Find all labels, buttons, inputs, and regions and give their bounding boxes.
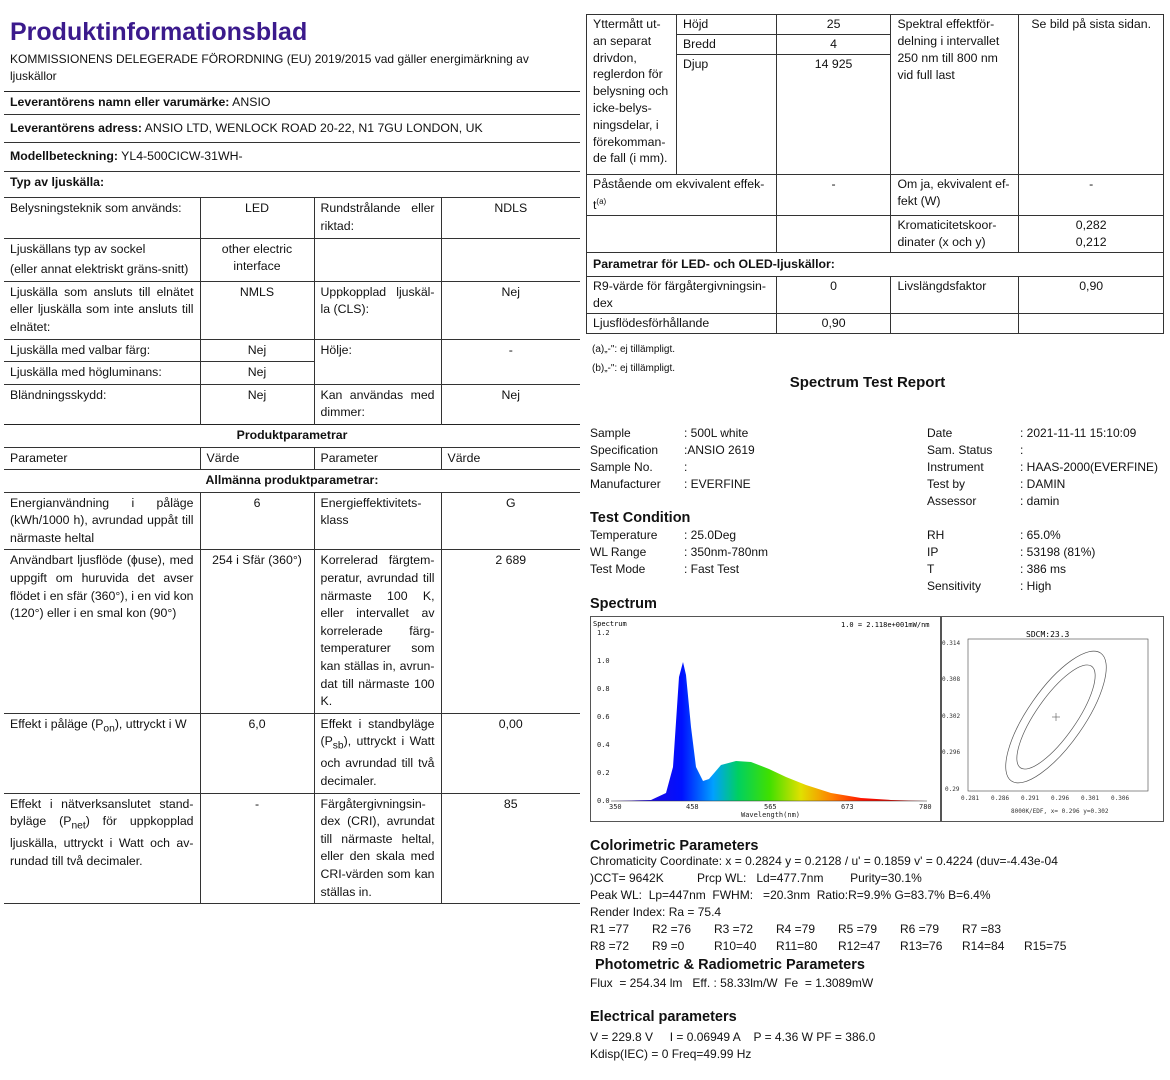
spectrum-heading: Spectrum [590,596,657,612]
energy-class-label: Energieffektivitets-klass [314,492,441,550]
energy-use-label: Energianvändning i påläge (kWh/1000 h), avrundad uppåt till närmaste heltal [4,492,200,550]
spec-label: Spectrum [593,620,627,628]
socket-value: other electric interface [200,238,314,281]
cct-line: )CCT= 9642K Prcp WL: Ld=477.7nm Purity=30.1% [590,871,922,885]
test-by-label: Test by [927,477,966,491]
x-axis-label: Wavelength(nm) [741,811,801,819]
flux-maintenance-label: Ljusflödesförhållande [587,314,777,334]
cie-y-0.296: 0.296 [942,749,961,756]
photometric-heading: Photometric & Radiometric Parameters [595,957,865,973]
sample-label: Sample [590,426,631,440]
sample-no-label: Sample No. [590,460,653,474]
survival-factor-label: Livslängdsfaktor [891,277,1019,314]
sensitivity-value: : High [1020,579,1052,593]
depth-value: 14 925 [776,55,891,175]
lighting-tech-value: LED [200,198,314,238]
sample-value: : 500L white [684,426,749,440]
directional-value: NDLS [441,198,580,238]
anti-glare-value: Nej [200,384,314,424]
product-params-heading: Produktparametrar [4,424,580,447]
dimensions-label: Yttermått ut-an separat drivdon, reglerdon för belysning och icke-belys-ningsdelar, i förekomman-de fall (i mm). [587,15,677,175]
ip-label: IP [927,545,939,559]
depth-label: Djup [676,55,776,175]
footnotes [586,340,1164,378]
supplier-address-label: Leverantörens adress: [10,120,142,135]
r14: R14=84 [962,939,1005,953]
x-tick-350: 350 [609,803,622,811]
instrument-value: : HAAS-2000(EVERFINE) [1020,460,1159,474]
spectral-label: Spektral effektför-delning i intervallet 250 nm till 800 nm vid full last [891,15,1019,175]
mains-value: NMLS [200,281,314,339]
mains-label: Ljuskälla som ansluts till elnätet eller ljuskälla som inte ansluts till elnätet: [4,281,200,339]
r3: R3 =72 [714,922,754,936]
r4: R4 =79 [776,922,816,936]
equivalent-watt-value: - [1019,175,1164,216]
standby-power-value: 0,00 [441,713,580,793]
r15: R15=75 [1024,939,1067,953]
sample-info-values [684,425,755,493]
sheet-title: Produktinformationsblad [10,18,308,46]
equivalent-watt-label: Om ja, ekvivalent ef-fekt (W) [891,175,1019,216]
standby-power-label: Effekt i standbyläge $(P_{sb})$, uttryckt i Watt och avrundad till två decimaler. [314,713,441,793]
sensitivity-label: Sensitivity [927,579,982,593]
colorimetric-heading: Colorimetric Parameters [590,838,759,854]
lamp-type-label: Typ av ljuskälla: [4,171,580,198]
r12: R12=47 [838,939,881,953]
cie-y-0.302: 0.302 [942,713,961,720]
equivalent-power-label: Påstående om ekvivalent effek-$t^{(a)}$ [587,175,777,216]
spec-value: :ANSIO 2619 [684,443,755,457]
spectrum-chart [590,616,942,822]
dimmable-value: Nej [441,384,580,424]
color-selectable-value: Nej [200,339,314,362]
rh-label: RH [927,528,945,542]
cie-y-0.29: 0.29 [945,786,960,793]
report-title: Spectrum Test Report [789,374,946,391]
ip-value: : 53198 (81%) [1020,545,1096,559]
cls-value: Nej [441,281,580,339]
socket-label: Ljuskällans typ av sockel [10,241,146,256]
temperature-value: : 25.0Deg [684,528,737,542]
on-mode-power-label: Effekt i påläge $(P_{on})$, uttryckt i W [4,713,200,793]
test-mode-value: : Fast Test [684,562,740,576]
assessor-label: Assessor [927,494,977,508]
date-label: Date [927,426,953,440]
product-info-sheet [4,14,580,904]
y-tick-0.2: 0.2 [597,769,610,777]
energy-use-value: 6 [200,492,314,550]
lighting-tech-label: Belysningsteknik som används: [4,198,200,238]
cie-x-0.301: 0.301 [1081,795,1100,802]
col-header-value: Värde [200,447,314,470]
led-params-heading: Parametrar för LED- och OLED-ljuskällor: [587,253,1164,277]
dimmable-label: Kan användas med dimmer: [314,384,441,424]
on-mode-power-value: 6,0 [200,713,314,793]
sam-status-value: : [1020,443,1024,457]
t-value: : 386 ms [1020,562,1067,576]
r13: R13=76 [900,939,943,953]
cri-value: 85 [441,793,580,904]
product-info-sheet-continued [586,14,1164,378]
product-info-table [4,91,580,904]
r6: R6 =79 [900,922,940,936]
cie-x-0.296: 0.296 [1051,795,1070,802]
survival-factor-value: 0,90 [1019,277,1164,314]
y-tick-0.4: 0.4 [597,741,610,749]
electrical-heading: Electrical parameters [590,1009,737,1025]
y-tick-1.0: 1.0 [597,657,610,665]
y-tick-0.6: 0.6 [597,713,610,721]
sample-no-value: : [684,460,688,474]
cie-footer: 8000K/EDF, x= 0.296 y=0.302 [1011,808,1109,815]
networked-standby-label: Effekt i nätverksanslutet stand-byläge $(P_{net})$ för uppkopplad ljuskälla, uttryckt i Watt och av-rundad till två decimaler. [4,793,200,904]
assessor-value: : damin [1020,494,1060,508]
height-label: Höjd [676,15,776,35]
r2: R2 =76 [652,922,692,936]
width-label: Bredd [676,35,776,55]
r9: R9 =0 [652,939,685,953]
spectrum-curve [613,662,926,801]
chromaticity-y: 0,212 [1075,235,1107,250]
r1: R1 =77 [590,922,630,936]
chromaticity-value [1019,216,1164,253]
col-header-parameter-2: Parameter [314,447,441,470]
col-header-parameter: Parameter [4,447,200,470]
footnote-a: (a)„-": ej tillämpligt. [592,344,676,356]
temperature-label: Temperature [590,528,658,542]
condition-labels-2 [927,527,981,595]
cie-y-0.308: 0.308 [942,676,961,683]
test-condition-heading: Test Condition [590,510,691,526]
r9-label: R9-värde för färgåtergivningsin-dex [587,277,777,314]
chromaticity-x: 0,282 [1075,218,1107,233]
chromaticity-line: Chromaticity Coordinate: x = 0.2824 y = 0.2128 / u' = 0.1859 v' = 0.4224 (duv=-4.43e-04 [590,854,1058,868]
test-info-labels [927,425,992,510]
electrical-line-2: Kdisp(IEC) = 0 Freq=49.99 Hz [590,1047,752,1061]
cie-svg [941,617,1163,821]
general-params-heading: Allmänna produktparametrar: [4,470,580,493]
cie-x-0.306: 0.306 [1111,795,1130,802]
networked-standby-value: - [200,793,314,904]
directional-label: Rundstrålande eller riktad: [314,198,441,238]
model-value: YL4-500CICW-31WH- [121,149,243,164]
x-tick-673: 673 [841,803,854,811]
r10: R10=40 [714,939,757,953]
spectral-value: Se bild på sista sidan. [1019,15,1164,175]
instrument-label: Instrument [927,460,984,474]
render-index-line: Render Index: Ra = 75.4 [590,905,722,919]
y-tick-0.0: 0.0 [597,797,610,805]
chromaticity-label: Kromaticitetskoor-dinater (x och y) [891,216,1019,253]
manufacturer-label: Manufacturer [590,477,661,491]
spectrum-svg [591,617,941,821]
high-luminance-value: Nej [200,362,314,385]
wl-range-value: : 350nm-780nm [684,545,769,559]
render-row-1 [590,921,1024,938]
render-row-2 [590,938,1067,955]
rh-value: : 65.0% [1020,528,1061,542]
footnote-b: (b)„-": ej tillämpligt. [592,363,676,375]
condition-values [684,527,768,578]
dimensions-table [586,14,1164,334]
regulation-text: KOMMISSIONENS DELEGERADE FÖRORDNING (EU) 2019/2015 vad gäller energimärkning av ljuskällor [10,52,529,83]
envelope-label: Hölje: [314,339,441,362]
width-value: 4 [776,35,891,55]
condition-labels [590,527,657,578]
wl-range-label: WL Range [590,545,647,559]
r11: R11=80 [776,939,818,953]
r5: R5 =79 [838,922,878,936]
cct-value: 2 689 [441,550,580,713]
x-tick-458: 458 [686,803,699,811]
flux-maintenance-value: 0,90 [776,314,891,334]
cri-label: Färgåtergivningsin-dex (CRI), avrundat till närmaste heltal, eller den skala med CRI-värden som kan ställas in. [314,793,441,904]
col-header-value-2: Värde [441,447,580,470]
model-label: Modellbeteckning: [10,149,118,164]
cie-x-0.281: 0.281 [961,795,980,802]
spec-scale: 1.0 = 2.118e+001mW/nm [841,621,930,629]
test-mode-label: Test Mode [590,562,646,576]
peak-line: Peak WL: Lp=447nm FWHM: =20.3nm Ratio:R=9.9% G=83.7% B=6.4% [590,888,991,902]
cie-x-0.291: 0.291 [1021,795,1040,802]
x-tick-565: 565 [764,803,777,811]
t-label: T [927,562,935,576]
r9-value: 0 [776,277,891,314]
test-info-values [1020,425,1158,510]
electrical-lines [590,1029,875,1063]
electrical-line-1: V = 229.8 V I = 0.06949 A P = 4.36 W PF = 386.0 [590,1030,876,1044]
supplier-address: ANSIO LTD, WENLOCK ROAD 20-22, N1 7GU LONDON, UK [144,120,483,135]
y-tick-0.8: 0.8 [597,685,610,693]
energy-class-value: G [441,492,580,550]
cie-y-0.314: 0.314 [942,640,961,647]
supplier-name-label: Leverantörens namn eller varumärke: [10,95,230,109]
envelope-value: - [441,339,580,362]
cie-chromaticity-chart [940,616,1164,822]
cct-label: Korrelerad färgtem-peratur, avrundad till närmaste 100 K, eller intervallet av korrelerade färg-temperaturer som kan ställas in, avrun-dat till närmaste 100 K. [314,550,441,713]
equivalent-power-value: - [776,175,891,216]
sam-status-label: Sam. Status [927,443,993,457]
anti-glare-label: Bländningsskydd: [4,384,200,424]
color-selectable-label: Ljuskälla med valbar färg: [4,339,200,362]
condition-values-2 [1020,527,1095,595]
cie-x-0.286: 0.286 [991,795,1010,802]
useful-flux-label: Användbart ljusflöde (ϕuse), med uppgift om huruvida det avser flödet i en sfär (360°), i en vid kon (120°) eller i en smal kon (90°) [4,550,200,713]
r8: R8 =72 [590,939,630,953]
test-by-value: : DAMIN [1020,477,1066,491]
date-value: : 2021-11-11 15:10:09 [1020,426,1137,440]
sdcm-title: SDCM:23.3 [1026,630,1070,639]
manufacturer-value: : EVERFINE [684,477,751,491]
supplier-name: ANSIO [232,95,271,109]
high-luminance-label: Ljuskälla med högluminans: [4,362,200,385]
photometric-line: Flux = 254.34 lm Eff. : 58.33lm/W Fe = 1.3089mW [590,976,874,990]
useful-flux-value: 254 i Sfär (360°) [200,550,314,713]
spec-label: Specification [590,443,659,457]
height-value: 25 [776,15,891,35]
cls-label: Uppkopplad ljuskäl-la (CLS): [314,281,441,339]
colorimetric-lines [590,853,1058,921]
x-tick-780: 780 [919,803,932,811]
y-tick-1.2: 1.2 [597,629,610,637]
r7: R7 =83 [962,922,1002,936]
socket-label-note: (eller annat elektriskt gräns-snitt) [10,262,189,277]
sample-info-labels [590,425,661,493]
